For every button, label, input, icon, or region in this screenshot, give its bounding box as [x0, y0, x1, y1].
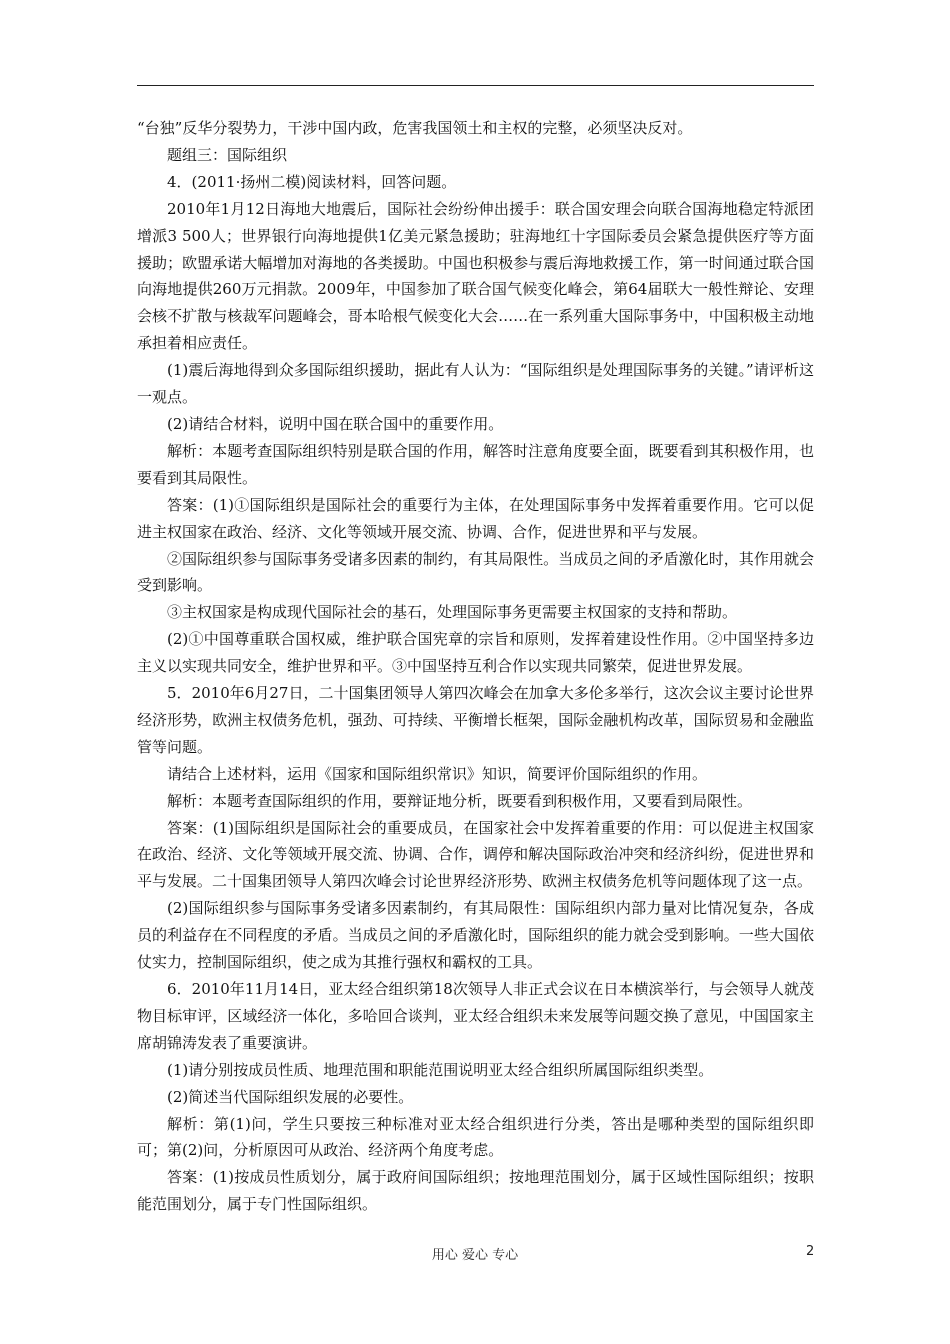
question-4-answer-1b: ②国际组织参与国际事务受诸多因素的制约，有其局限性。当成员之间的矛盾激化时，其作用就会受到影响。 — [137, 549, 814, 595]
question-5-answer-1: 答案：(1)国际组织是国际社会的重要成员，在国家社会中发挥着重要的作用：可以促进主权国家在政治、经济、文化等领域开展交流、协调、合作，调停和解决国际政治冲突和经济纠纷，促进世界和平与发展。二十国集团领导人第四次峰会讨论世界经济形势、欧洲主权债务危机等问题体现了这一点。 — [137, 818, 814, 891]
question-5-analysis: 解析：本题考查国际组织的作用，要辩证地分析，既要看到积极作用，又要看到局限性。 — [167, 791, 753, 810]
question-5-answer-2: (2)国际组织参与国际事务受诸多因素制约，有其局限性：国际组织内部力量对比情况复杂，各成员的利益存在不同程度的矛盾。当成员之间的矛盾激化时，国际组织的能力就会受到影响。一些大国依仗实力，控制国际组织，使之成为其推行强权和霸权的工具。 — [137, 899, 814, 972]
question-6-answer-1: 答案：(1)按成员性质划分，属于政府间国际组织；按地理范围划分，属于区域性国际组织；按职能范围划分，属于专门性国际组织。 — [137, 1168, 814, 1214]
question-4-answer-2: (2)①中国尊重联合国权威，维护联合国宪章的宗旨和原则，发挥着建设性作用。②中国坚持多边主义以实现共同安全，维护世界和平。③中国坚持互利合作以实现共同繁荣，促进世界发展。 — [137, 630, 814, 676]
header-rule — [137, 85, 814, 86]
question-4-answer-1: 答案：(1)①国际组织是国际社会的重要行为主体，在处理国际事务中发挥着重要作用。它可以促进主权国家在政治、经济、文化等领域开展交流、协调、合作，促进世界和平与发展。 — [137, 495, 814, 541]
question-6-analysis: 解析：第(1)问，学生只要按三种标准对亚太经合组织进行分类，答出是哪种类型的国际组织即可；第(2)问，分析原因可从政治、经济两个角度考虑。 — [137, 1114, 814, 1160]
question-4: 4．(2011·扬州二模)阅读材料，回答问题。 — [167, 172, 457, 191]
question-6-part-1: (1)请分别按成员性质、地理范围和职能范围说明亚太经合组织所属国际组织类型。 — [167, 1060, 714, 1079]
paragraph: “台独”反华分裂势力，干涉中国内政，危害我国领土和主权的完整，必须坚决反对。 — [137, 119, 693, 137]
question-4-answer-1c: ③主权国家是构成现代国际社会的基石，处理国际事务更需要主权国家的支持和帮助。 — [167, 603, 738, 622]
question-5-prompt: 请结合上述材料，运用《国家和国际组织常识》知识，简要评价国际组织的作用。 — [167, 764, 708, 783]
question-5: 5．2010年6月27日，二十国集团领导人第四次峰会在加拿大多伦多举行，这次会议主要讨论世界经济形势，欧洲主权债务危机，强劲、可持续、平衡增长框架，国际金融机构改革，国际贸易和金融监管等问题。 — [137, 684, 814, 756]
question-4-material: 2010年1月12日海地大地震后，国际社会纷纷伸出援手：联合国安理会向联合国海地稳定特派团增派3 500人；世界银行向海地提供1亿美元紧急援助；驻海地红十字国际委员会紧急提供医疗等方面援助；欧盟承诺大幅增加对海地的各类援助。中国也积极参与震后海地救援工作，第一时间通过联合国向海地提供260万元捐款。2009年，中国参加了联合国气候变化峰会，第64届联大一般性辩论、安理会核不扩散与核裁军问题峰会，哥本哈根气候变化大会……在一系列重大国际事务中，中国积极主动地承担着相应责任。 — [137, 199, 814, 353]
question-6-part-2: (2)简述当代国际组织发展的必要性。 — [167, 1087, 414, 1106]
question-4-analysis: 解析：本题考查国际组织特别是联合国的作用，解答时注意角度要全面，既要看到其积极作用，也要看到其局限性。 — [137, 441, 814, 487]
footer-slogan: 用心 爱心 专心 — [431, 1248, 519, 1263]
document-body — [137, 115, 814, 1218]
section-heading: 题组三：国际组织 — [167, 145, 288, 164]
question-4-part-2: (2)请结合材料，说明中国在联合国中的重要作用。 — [167, 414, 504, 433]
page-number: 2 — [806, 1244, 815, 1259]
question-6: 6．2010年11月14日，亚太经合组织第18次领导人非正式会议在日本横滨举行，与会领导人就茂物目标审评，区域经济一体化，多哈回合谈判，亚太经合组织未来发展等问题交换了意见，中国国家主席胡锦涛发表了重要演讲。 — [137, 980, 814, 1052]
question-4-part-1: (1)震后海地得到众多国际组织援助，据此有人认为：“国际组织是处理国际事务的关键。”请评析这一观点。 — [137, 361, 814, 407]
